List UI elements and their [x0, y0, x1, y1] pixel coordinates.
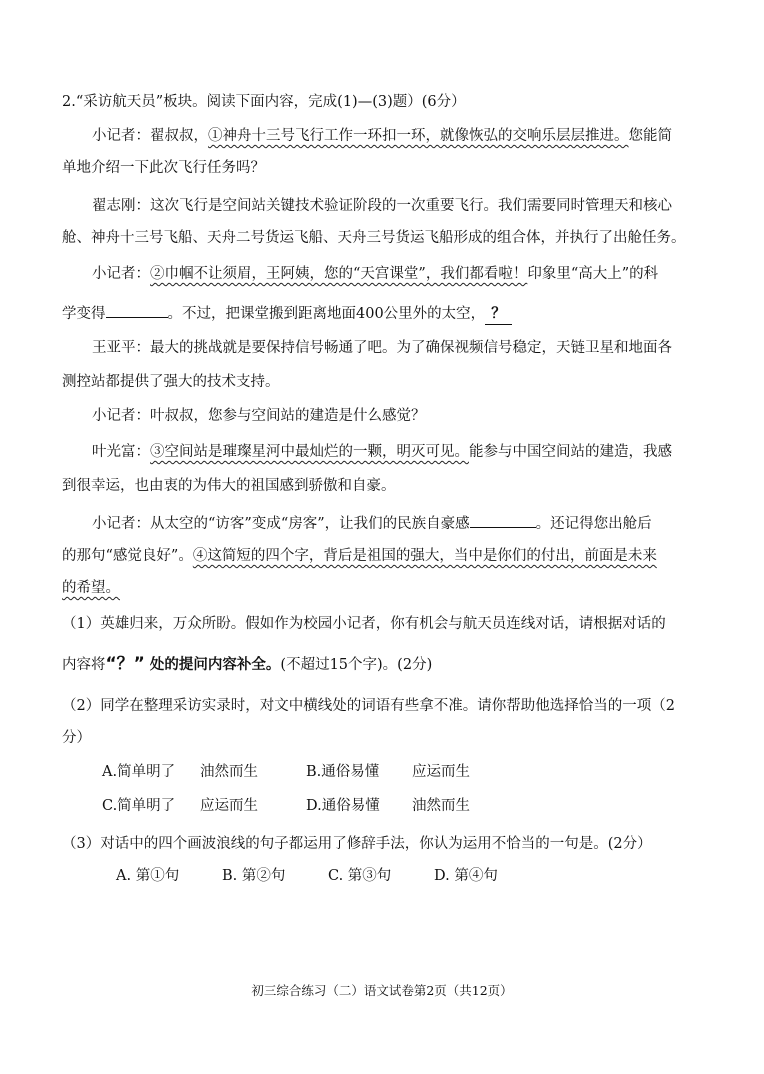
q3-option-d: D. 第④句 — [434, 868, 498, 884]
speaker: 叶光富： — [92, 444, 150, 460]
speaker: 小记者：翟叔叔， — [92, 128, 208, 144]
wavy-sentence-2: ②巾帼不让须眉，王阿姨，您的“天宫课堂”，我们都看啦！ — [150, 266, 528, 282]
wavy-sentence-3: ③空间站是璀璨星河中最灿烂的一颗，明灭可见。 — [150, 444, 469, 460]
question-2: （2）同学在整理采访实录时，对文中横线处的词语有些拿不准。请你帮助他选择恰当的一项（2 — [62, 698, 675, 714]
dialogue-reporter-1 — [92, 126, 712, 146]
q3-option-c: C. 第③句 — [328, 868, 392, 884]
option-b-word1: B.通俗易懂 — [306, 764, 380, 780]
question-3: （3）对话中的四个画波浪线的句子都运用了修辞手法，你认为运用不恰当的一句是。(2分） — [62, 836, 652, 852]
text-tail: 您能简 — [628, 128, 672, 144]
dialogue-wang: 王亚平：最大的挑战就是要保持信号畅通了吧。为了确保视频信号稳定，天链卫星和地面各 — [92, 340, 672, 356]
fill-blank-2 — [470, 512, 536, 528]
dialogue-reporter-2-cont — [62, 302, 712, 325]
dialogue-zhai-cont: 舱、神舟十三号飞船、天舟二号货运飞船、天舟三号货运飞船形成的组合体，并执行了出舱任务。 — [62, 230, 686, 246]
text-post: 。还记得您出舱后 — [535, 516, 652, 532]
text-pre: 学变得 — [62, 306, 106, 322]
wavy-sentence-4-end: 的希望。 — [62, 580, 120, 596]
wavy-sentence-4: ④这简短的四个字，背后是祖国的强大，当中是你们的付出，前面是未来 — [192, 548, 657, 564]
bold-text: 处的提问内容补全。 — [144, 656, 281, 673]
section-heading: 2.“采访航天员”板块。阅读下面内容，完成(1)—(3)题）(6分） — [62, 94, 466, 110]
dialogue-reporter-4-end — [62, 578, 712, 598]
option-d-word2: 油然而生 — [412, 798, 470, 814]
q3-option-b: B. 第②句 — [222, 868, 286, 884]
speaker: 小记者： — [92, 266, 150, 282]
dialogue-reporter-1-cont: 单地介绍一下此次飞行任务吗？ — [62, 160, 265, 176]
option-c-word1: C.简单明了 — [102, 798, 176, 814]
option-a-word1: A.简单明了 — [102, 764, 176, 780]
q3-option-a: A. 第①句 — [116, 868, 180, 884]
dialogue-wang-cont: 测控站都提供了强大的技术支持。 — [62, 374, 280, 390]
dialogue-zhai: 翟志刚：这次飞行是空间站关键技术验证阶段的一次重要飞行。我们需要同时管理天和核心 — [92, 198, 672, 214]
text-mid: 。不过，把课堂搬到距离地面400公里外的太空， — [167, 306, 486, 322]
text-pre: 的那句“感觉良好”。 — [62, 548, 193, 564]
dialogue-ye — [92, 442, 712, 462]
text-pre: 内容将 — [62, 657, 106, 673]
option-c-word2: 应运而生 — [200, 798, 258, 814]
question-blank: ？ — [485, 304, 512, 325]
text-post: (不超过15个字)。(2分) — [280, 657, 433, 673]
text-tail: 印象里“高大上”的科 — [527, 266, 659, 282]
question-2-cont: 分） — [62, 730, 91, 746]
option-d-word1: D.通俗易懂 — [306, 798, 380, 814]
text-pre: 小记者：从太空的“访客”变成“房客”，让我们的民族自豪感 — [92, 516, 470, 532]
dialogue-reporter-2 — [92, 264, 712, 284]
dialogue-reporter-4-cont — [62, 546, 712, 566]
option-a-word2: 油然而生 — [200, 764, 258, 780]
question-mark-quote: “？” — [105, 654, 145, 674]
dialogue-reporter-4 — [92, 512, 712, 534]
dialogue-reporter-3: 小记者：叶叔叔，您参与空间站的建造是什么感觉？ — [92, 408, 426, 424]
dialogue-ye-cont: 到很幸运，也由衷的为伟大的祖国感到骄傲和自豪。 — [62, 478, 396, 494]
question-1: （1）英雄归来，万众所盼。假如作为校园小记者，你有机会与航天员连线对话，请根据对话的 — [62, 616, 666, 632]
page-footer: 初三综合练习（二）语文试卷第2页（共12页） — [251, 983, 513, 998]
wavy-sentence-1: ①神舟十三号飞行工作一环扣一环，就像恢弘的交响乐层层推进。 — [208, 128, 629, 144]
question-1-cont — [62, 654, 712, 675]
fill-blank-1 — [106, 302, 168, 318]
text-tail: 能参与中国空间站的建造，我感 — [469, 444, 672, 460]
option-b-word2: 应运而生 — [412, 764, 470, 780]
